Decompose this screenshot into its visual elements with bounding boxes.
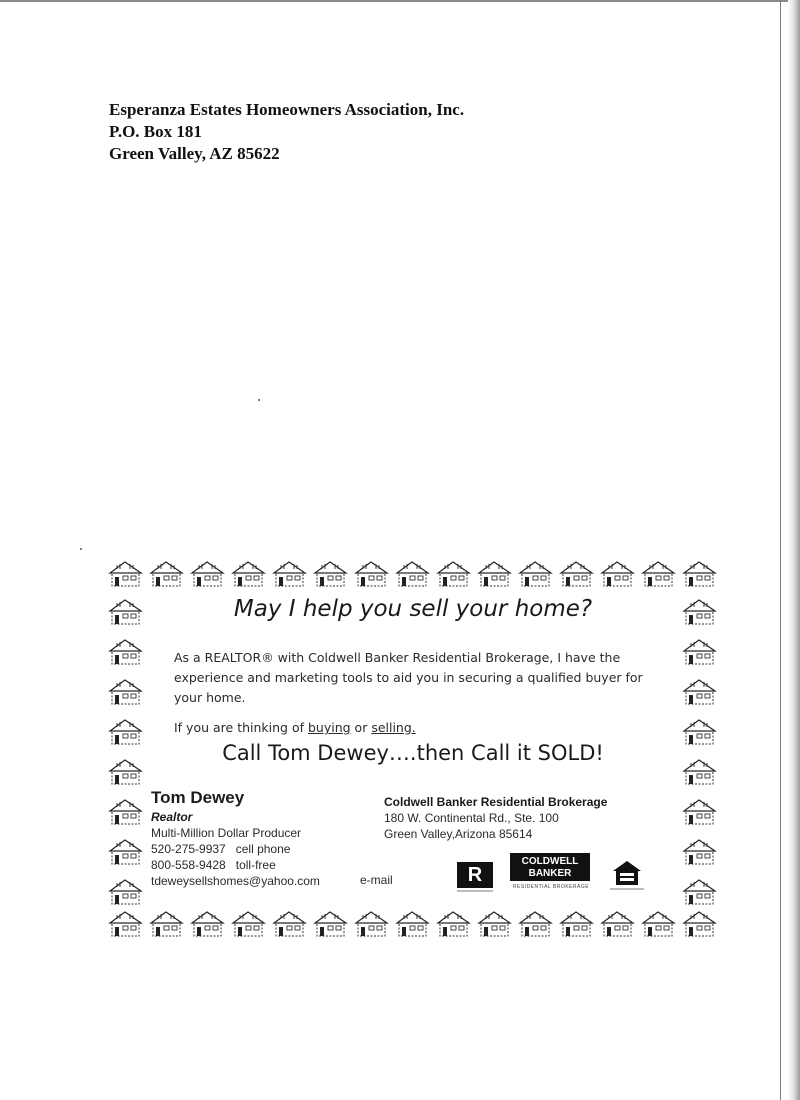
thinking-selling: selling. xyxy=(371,720,416,735)
house-icon xyxy=(682,678,717,706)
agent-email-label: e-mail xyxy=(360,873,393,887)
agent-toll-free: 800-558-9428 xyxy=(151,858,226,872)
house-icon xyxy=(518,560,553,588)
house-icon xyxy=(477,910,512,938)
house-icon xyxy=(600,910,635,938)
house-icon xyxy=(559,560,594,588)
agent-cell-label: cell phone xyxy=(235,842,291,856)
house-icon xyxy=(682,560,717,588)
agent-cell-phone: 520-275-9937 xyxy=(151,842,226,856)
house-icon xyxy=(682,798,717,826)
equal-housing-caption xyxy=(610,888,644,890)
agent-contact-block xyxy=(151,825,320,889)
house-icon xyxy=(641,910,676,938)
agent-name: Tom Dewey xyxy=(151,788,245,807)
house-icon xyxy=(231,560,266,588)
house-icon xyxy=(641,560,676,588)
house-icon xyxy=(190,560,225,588)
coldwell-banker-logo xyxy=(510,853,590,881)
house-icon xyxy=(313,910,348,938)
house-icon xyxy=(108,910,143,938)
house-icon xyxy=(436,560,471,588)
house-icon xyxy=(354,910,389,938)
ad-body-text: As a REALTOR® with Coldwell Banker Residential Brokerage, I have the experience and marketing tools to aid you in securing a qualified buyer for your home. xyxy=(174,650,643,705)
agent-tagline: Multi-Million Dollar Producer xyxy=(151,826,302,840)
agent-email: tdeweysellshomes@yahoo.com xyxy=(151,874,320,888)
house-icon xyxy=(272,910,307,938)
cb-logo-line-1: COLDWELL xyxy=(521,856,579,867)
house-icon xyxy=(354,560,389,588)
scan-speck xyxy=(80,548,82,550)
thinking-prefix: If you are thinking of xyxy=(174,720,308,735)
brokerage-address-1: 180 W. Continental Rd., Ste. 100 xyxy=(384,811,559,825)
cb-logo-line-2: BANKER xyxy=(528,868,572,879)
scan-edge-top xyxy=(0,0,800,2)
house-icon xyxy=(600,560,635,588)
house-icon xyxy=(108,798,143,826)
scan-edge-right xyxy=(788,0,800,1100)
house-icon xyxy=(108,638,143,666)
equal-housing-icon xyxy=(612,860,642,886)
ad-thinking-line xyxy=(174,720,416,735)
house-icon xyxy=(108,560,143,588)
agent-title: Realtor xyxy=(151,810,193,824)
scan-speck xyxy=(258,399,260,401)
return-address-line-3: Green Valley, AZ 85622 xyxy=(109,144,280,163)
house-icon xyxy=(682,638,717,666)
house-icon xyxy=(395,910,430,938)
ad-headline: May I help you sell your home? xyxy=(233,596,593,622)
return-address-line-1: Esperanza Estates Homeowners Association, Inc. xyxy=(109,100,465,119)
agent-cell-line xyxy=(151,841,320,857)
return-address xyxy=(109,99,464,165)
ad-call-line: Call Tom Dewey….then Call it SOLD! xyxy=(222,741,604,765)
house-icon xyxy=(682,878,717,906)
scan-line-right xyxy=(780,0,781,1100)
house-icon xyxy=(149,560,184,588)
cb-logo-caption: RESIDENTIAL BROKERAGE xyxy=(512,884,590,890)
house-icon xyxy=(477,560,512,588)
agent-tollfree-line xyxy=(151,857,320,873)
house-icon xyxy=(272,560,307,588)
house-icon xyxy=(559,910,594,938)
realtor-logo-caption xyxy=(457,890,493,892)
brokerage-name: Coldwell Banker Residential Brokerage xyxy=(384,795,608,809)
house-icon xyxy=(682,838,717,866)
realtor-logo: R xyxy=(457,862,493,888)
house-icon xyxy=(108,678,143,706)
agent-toll-free-label: toll-free xyxy=(235,858,276,872)
thinking-buying: buying xyxy=(307,720,351,735)
thinking-or: or xyxy=(350,720,372,735)
brokerage-block xyxy=(384,794,607,842)
house-icon xyxy=(108,878,143,906)
house-icon xyxy=(149,910,184,938)
house-icon xyxy=(682,910,717,938)
house-icon xyxy=(190,910,225,938)
return-address-line-2: P.O. Box 181 xyxy=(109,122,202,141)
realtor-advertisement xyxy=(108,560,718,940)
house-icon xyxy=(436,910,471,938)
house-icon xyxy=(313,560,348,588)
house-icon xyxy=(395,560,430,588)
house-icon xyxy=(518,910,553,938)
house-icon xyxy=(231,910,266,938)
house-icon xyxy=(108,838,143,866)
brokerage-address-2: Green Valley,Arizona 85614 xyxy=(384,827,533,841)
